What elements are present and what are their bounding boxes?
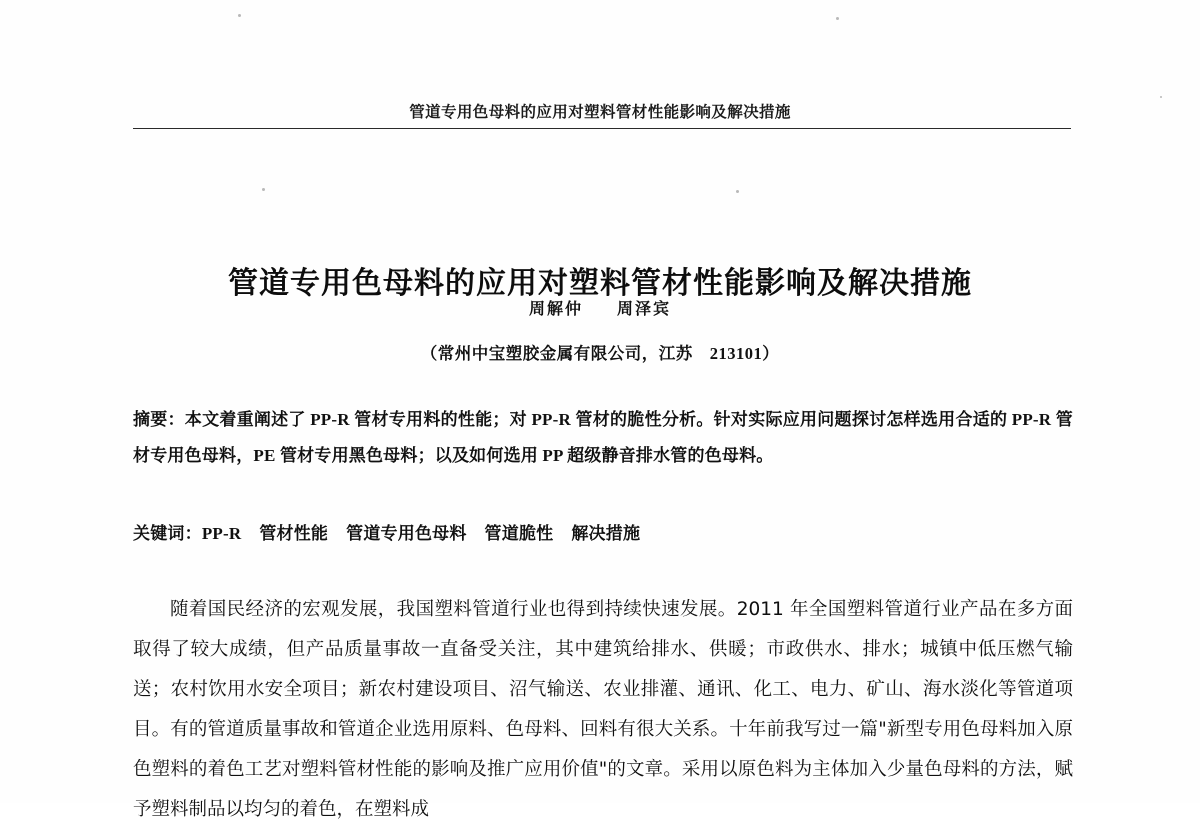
scan-speck xyxy=(238,14,241,17)
keyword-item: 解决措施 xyxy=(571,524,641,543)
paragraph: 随着国民经济的宏观发展，我国塑料管道行业也得到持续快速发展。2011 年全国塑料管道行业产品在多方面取得了较大成绩，但产品质量事故一直备受关注，其中建筑给排水、供暖；市政供水、排水；城镇中低压燃气输送；农村饮用水安全项目；新农村建设项目、沼气输送、农业排灌、通讯、化工、电力、矿山、海水淡化等管道项目。有的管道质量事故和管道企业选用原料、色母料、回料有很大关系。十年前我写过一篇"新型专用色母料加入原色塑料的着色工艺对塑料管材性能的影响及推广应用价值"的文章。采用以原色料为主体加入少量色母料的方法，赋予塑料制品以均匀的着色，在塑料成 xyxy=(133,599,1073,820)
page-title: 管道专用色母料的应用对塑料管材性能影响及解决措施 xyxy=(228,266,972,302)
keyword-item: 管道脆性 xyxy=(484,524,554,543)
keywords-line xyxy=(133,518,1073,550)
author-list xyxy=(0,296,1200,319)
keyword-item: 管道专用色母料 xyxy=(346,524,467,543)
author-name-2: 周泽宾 xyxy=(617,301,672,318)
header-rule xyxy=(133,128,1071,129)
affiliation: （常州中宝塑胶金属有限公司，江苏 213101） xyxy=(420,344,780,363)
running-head: 管道专用色母料的应用对塑料管材性能影响及解决措施 xyxy=(409,104,791,121)
keyword-item: 管材性能 xyxy=(259,524,329,543)
scan-speck xyxy=(836,17,839,20)
author-name-1: 周解仲 xyxy=(528,301,583,318)
abstract-text: 摘要：本文着重阐述了 PP-R 管材专用料的性能；对 PP-R 管材的脆性分析。针对实际应用问题探讨怎样选用合适的 PP-R 管材专用色母料，PE 管材专用黑色母料；以及如何选用 PP 超级静音排水管的色母料。 xyxy=(133,410,1073,465)
scan-speck xyxy=(1160,96,1162,98)
scan-speck xyxy=(736,190,739,193)
scan-speck xyxy=(262,188,265,191)
keyword-item: PP-R xyxy=(201,524,242,543)
body-text xyxy=(133,590,1073,830)
keywords-label: 关键词： xyxy=(133,524,202,543)
